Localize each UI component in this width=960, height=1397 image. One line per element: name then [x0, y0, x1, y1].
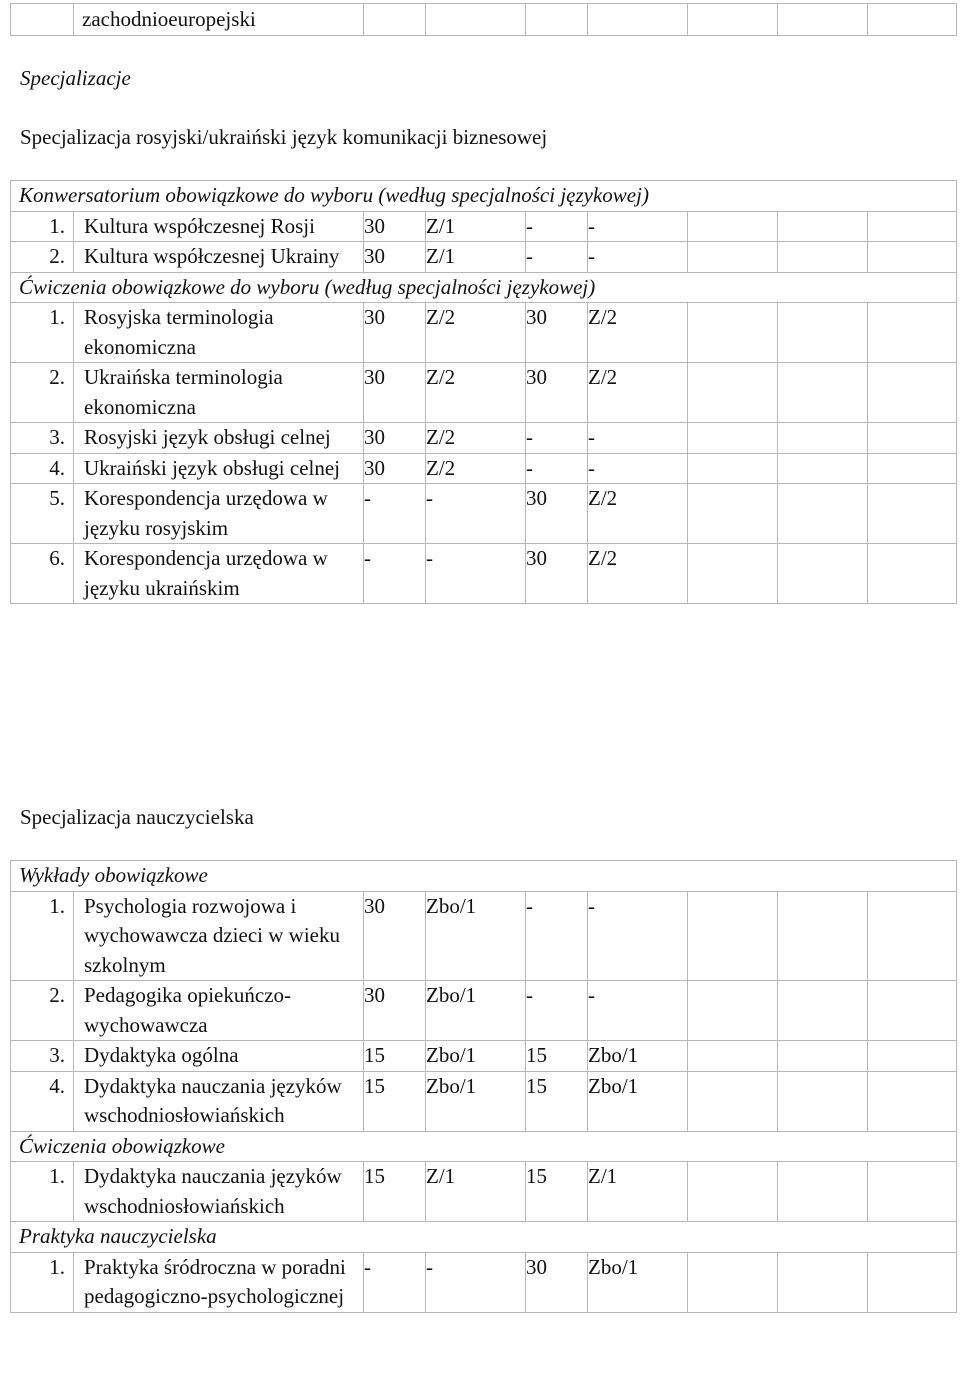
hours-semester-2: 30: [526, 484, 588, 544]
empty-cell: [688, 453, 778, 484]
empty-cell: [778, 484, 868, 544]
hours-semester-2: 30: [526, 303, 588, 363]
top-strip-row: [11, 4, 957, 36]
form-semester-2: -: [588, 453, 688, 484]
form-semester-1: Zbo/1: [426, 981, 526, 1041]
courses-table-business: [10, 180, 957, 604]
hours-semester-1: 15: [364, 1162, 426, 1222]
hours-semester-1: 30: [364, 891, 426, 981]
course-number: 1.: [11, 1252, 74, 1312]
empty-cell: [868, 891, 957, 981]
section-header-row: [11, 272, 957, 303]
empty-cell: [688, 1252, 778, 1312]
course-row: [11, 1162, 957, 1222]
section-title: Wykłady obowiązkowe: [11, 861, 957, 892]
form-semester-1: -: [426, 1252, 526, 1312]
hours-semester-2: 30: [526, 544, 588, 604]
hours-semester-1: -: [364, 484, 426, 544]
hours-semester-2: 15: [526, 1071, 588, 1131]
empty-cell: [778, 242, 868, 273]
section-title: Praktyka nauczycielska: [11, 1222, 957, 1253]
hours-semester-1: 15: [364, 1071, 426, 1131]
form-semester-1: Z/1: [426, 1162, 526, 1222]
form-semester-1: Z/2: [426, 423, 526, 454]
empty-cell: [688, 544, 778, 604]
course-row: [11, 211, 957, 242]
form-semester-2: -: [588, 891, 688, 981]
course-row: [11, 1041, 957, 1072]
hours-semester-1: 15: [364, 1041, 426, 1072]
empty-cell: [588, 4, 688, 36]
form-semester-1: Z/1: [426, 211, 526, 242]
course-row: [11, 303, 957, 363]
empty-cell: [778, 1041, 868, 1072]
empty-cell: [778, 981, 868, 1041]
empty-cell: [778, 423, 868, 454]
form-semester-1: Z/2: [426, 303, 526, 363]
form-semester-2: Zbo/1: [588, 1041, 688, 1072]
hours-semester-1: 30: [364, 242, 426, 273]
form-semester-2: -: [588, 211, 688, 242]
hours-semester-1: -: [364, 544, 426, 604]
table-body: [11, 861, 957, 1313]
course-row: [11, 544, 957, 604]
empty-cell: [688, 363, 778, 423]
form-semester-1: Z/2: [426, 453, 526, 484]
empty-cell: [868, 1071, 957, 1131]
empty-cell: [11, 4, 74, 36]
empty-cell: [778, 891, 868, 981]
course-name: Psychologia rozwojowa i wychowawcza dzieci w wieku szkolnym: [74, 891, 364, 981]
empty-cell: [778, 4, 868, 36]
empty-cell: [688, 242, 778, 273]
empty-cell: [778, 1252, 868, 1312]
hours-semester-2: -: [526, 423, 588, 454]
course-row: [11, 423, 957, 454]
course-name: Pedagogika opiekuńczo-wychowawcza: [74, 981, 364, 1041]
hours-semester-2: 15: [526, 1041, 588, 1072]
hours-semester-2: 15: [526, 1162, 588, 1222]
empty-cell: [868, 1041, 957, 1072]
empty-cell: [868, 453, 957, 484]
form-semester-1: Z/2: [426, 363, 526, 423]
course-name: Praktyka śródroczna w poradni pedagogiczno-psychologicznej: [74, 1252, 364, 1312]
hours-semester-2: 30: [526, 363, 588, 423]
empty-cell: [868, 4, 957, 36]
course-number: 2.: [11, 981, 74, 1041]
empty-cell: [778, 211, 868, 242]
course-number: 4.: [11, 453, 74, 484]
course-row: [11, 981, 957, 1041]
course-name: Ukraińska terminologia ekonomiczna: [74, 363, 364, 423]
spec-russian-heading: Specjalizacja rosyjski/ukraiński język komunikacji biznesowej: [20, 125, 548, 149]
form-semester-2: Z/2: [588, 484, 688, 544]
empty-cell: [868, 363, 957, 423]
hours-semester-1: 30: [364, 453, 426, 484]
course-name: Kultura współczesnej Ukrainy: [74, 242, 364, 273]
course-row: [11, 453, 957, 484]
course-number: 2.: [11, 363, 74, 423]
form-semester-2: -: [588, 242, 688, 273]
course-number: 1.: [11, 211, 74, 242]
form-semester-2: -: [588, 981, 688, 1041]
course-name: Dydaktyka nauczania języków wschodniosłowiańskich: [74, 1071, 364, 1131]
top-strip-table: [10, 3, 957, 36]
course-number: 3.: [11, 1041, 74, 1072]
course-row: [11, 484, 957, 544]
empty-cell: [868, 242, 957, 273]
empty-cell: [688, 423, 778, 454]
hours-semester-1: 30: [364, 303, 426, 363]
empty-cell: [688, 1041, 778, 1072]
top-strip-label: zachodnioeuropejski: [74, 4, 364, 36]
empty-cell: [868, 981, 957, 1041]
hours-semester-2: 30: [526, 1252, 588, 1312]
course-name: Dydaktyka ogólna: [74, 1041, 364, 1072]
courses-table-teacher: [10, 860, 957, 1313]
form-semester-1: Zbo/1: [426, 891, 526, 981]
course-name: Dydaktyka nauczania języków wschodniosłowiańskich: [74, 1162, 364, 1222]
empty-cell: [688, 303, 778, 363]
course-number: 4.: [11, 1071, 74, 1131]
form-semester-1: Zbo/1: [426, 1041, 526, 1072]
empty-cell: [688, 484, 778, 544]
course-row: [11, 242, 957, 273]
hours-semester-1: 30: [364, 363, 426, 423]
section-header-row: [11, 181, 957, 212]
form-semester-2: Zbo/1: [588, 1071, 688, 1131]
section-header-row: [11, 861, 957, 892]
course-name: Rosyjski język obsługi celnej: [74, 423, 364, 454]
hours-semester-2: -: [526, 891, 588, 981]
form-semester-2: Zbo/1: [588, 1252, 688, 1312]
empty-cell: [778, 303, 868, 363]
empty-cell: [688, 1162, 778, 1222]
course-number: 3.: [11, 423, 74, 454]
section-header-row: [11, 1131, 957, 1162]
form-semester-2: Z/2: [588, 544, 688, 604]
course-name: Kultura współczesnej Rosji: [74, 211, 364, 242]
empty-cell: [688, 4, 778, 36]
form-semester-2: Z/1: [588, 1162, 688, 1222]
hours-semester-1: 30: [364, 423, 426, 454]
form-semester-2: Z/2: [588, 363, 688, 423]
empty-cell: [688, 891, 778, 981]
hours-semester-2: -: [526, 211, 588, 242]
hours-semester-2: -: [526, 981, 588, 1041]
course-number: 5.: [11, 484, 74, 544]
hours-semester-1: 30: [364, 211, 426, 242]
spec-teacher-heading: Specjalizacja nauczycielska: [20, 805, 254, 829]
course-name: Ukraiński język obsługi celnej: [74, 453, 364, 484]
course-row: [11, 1071, 957, 1131]
form-semester-1: Z/1: [426, 242, 526, 273]
empty-cell: [688, 981, 778, 1041]
course-row: [11, 891, 957, 981]
empty-cell: [688, 1071, 778, 1131]
empty-cell: [868, 211, 957, 242]
hours-semester-2: -: [526, 453, 588, 484]
empty-cell: [364, 4, 426, 36]
course-number: 6.: [11, 544, 74, 604]
empty-cell: [526, 4, 588, 36]
course-number: 1.: [11, 891, 74, 981]
form-semester-1: -: [426, 544, 526, 604]
course-name: Korespondencja urzędowa w języku ukraińskim: [74, 544, 364, 604]
section-title: Ćwiczenia obowiązkowe: [11, 1131, 957, 1162]
course-number: 1.: [11, 303, 74, 363]
hours-semester-1: 30: [364, 981, 426, 1041]
section-title: Ćwiczenia obowiązkowe do wyboru (według specjalności językowej): [11, 272, 957, 303]
course-number: 2.: [11, 242, 74, 273]
form-semester-1: -: [426, 484, 526, 544]
course-row: [11, 363, 957, 423]
course-number: 1.: [11, 1162, 74, 1222]
form-semester-2: -: [588, 423, 688, 454]
empty-cell: [778, 544, 868, 604]
form-semester-2: Z/2: [588, 303, 688, 363]
empty-cell: [868, 423, 957, 454]
form-semester-1: Zbo/1: [426, 1071, 526, 1131]
course-name: Rosyjska terminologia ekonomiczna: [74, 303, 364, 363]
specializations-heading: Specjalizacje: [20, 66, 131, 90]
hours-semester-2: -: [526, 242, 588, 273]
empty-cell: [868, 484, 957, 544]
section-title: Konwersatorium obowiązkowe do wyboru (według specjalności językowej): [11, 181, 957, 212]
empty-cell: [868, 1162, 957, 1222]
course-name: Korespondencja urzędowa w języku rosyjskim: [74, 484, 364, 544]
empty-cell: [778, 363, 868, 423]
empty-cell: [426, 4, 526, 36]
empty-cell: [778, 453, 868, 484]
section-header-row: [11, 1222, 957, 1253]
empty-cell: [868, 544, 957, 604]
hours-semester-1: -: [364, 1252, 426, 1312]
empty-cell: [868, 1252, 957, 1312]
course-row: [11, 1252, 957, 1312]
table-body: [11, 181, 957, 604]
empty-cell: [868, 303, 957, 363]
empty-cell: [778, 1162, 868, 1222]
empty-cell: [688, 211, 778, 242]
empty-cell: [778, 1071, 868, 1131]
